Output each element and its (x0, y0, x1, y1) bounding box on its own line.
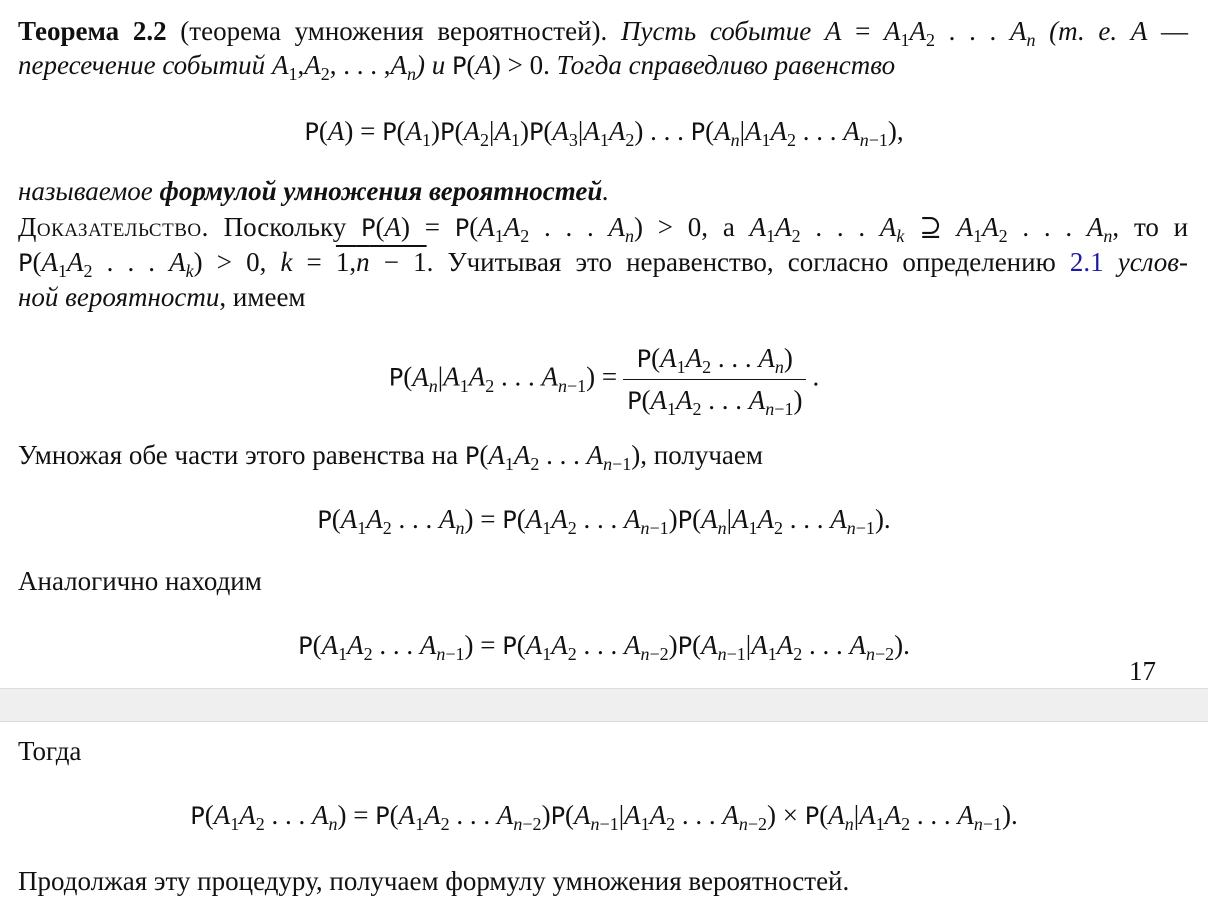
page-number: 17 (1129, 656, 1156, 686)
equation-conditional-probability: $P(A_n|A_1A_2$ . . . $A_{n-1}$) = $\frac{P(A_1A_2 . . . A_n)}{P(A_1A_2 . . . A_{n-1})}$ . (0, 340, 1208, 419)
proof-line-3 (18, 280, 1188, 314)
conditional-prob-1: услов- (1117, 247, 1189, 277)
then-text: Тогда (18, 736, 82, 766)
theorem-statement-3: пересечение событий (18, 50, 266, 80)
theorem-line-1: Теорема 2.2 (теорема умножения вероятностей). Пусть событие $A = A_1A_2$ . . . $A_n$ (т. е. A — (18, 16, 1189, 50)
equation-step-2: $P(A_1A_2$ . . . $A_{n-1}) = P(A_1A_2$ . . . $A_{n-2})P(A_{n-1}|A_1A_2$ . . . $A_{n-2}$). (298, 630, 910, 664)
theorem-title: Теорема 2.2 (18, 16, 167, 46)
continuing-line (18, 864, 1188, 898)
proof-since: Поскольку (223, 212, 347, 242)
formula-name-line: называемое формулой умножения вероятностей. (18, 176, 610, 206)
equation-multiplication-formula: $P(A) = P(A_1)P(A_2|A_1)P(A_3|A_1A_2)$ . . . $P(A_n|A_1A_2$ . . . $A_{n-1}$), (304, 116, 904, 150)
we-have: , имеем (219, 282, 306, 312)
continuing-text: Продолжая эту процедуру, получаем формулу умножения вероятностей. (18, 866, 850, 896)
we-get: , получаем (640, 440, 763, 470)
theorem-line-2: пересечение событий $A_1,A_2$, . . . $,A_n$) и P(A) > 0. Тогда справедливо равенство (18, 50, 896, 84)
conditional-prob-2: ной вероятности (18, 282, 220, 312)
proof-then-and: то и (1133, 212, 1189, 242)
definition-ref-link[interactable]: 2.1 (1069, 247, 1104, 277)
formula-name: формулой умножения вероятностей (159, 176, 603, 206)
similarly-line (18, 564, 1188, 598)
proof-label: Доказательство. (18, 212, 209, 242)
fraction: $\frac{P(A_1A_2 . . . A_n)}{P(A_1A_2 . . . A_{n-1})}$ (623, 340, 806, 419)
theorem-statement-4: и (431, 50, 446, 80)
called-text: называемое (18, 176, 153, 206)
page-separator (0, 688, 1208, 722)
document-page-18 (0, 722, 1208, 910)
similarly-text: Аналогично находим (18, 566, 262, 596)
theorem-statement-1: Пусть событие (620, 16, 812, 46)
proof-line-1: Доказательство. Поскольку $P(A) = P(A_1A_2$ . . . $A_n) > 0$, а $A_1A_2$ . . . $A_k$ ⊇ $A_1A_2$ . . . $A_n$, то и (18, 212, 1189, 246)
multiplying-text: Умножая обе части этого равенства на (18, 440, 459, 470)
theorem-statement-5: Тогда справедливо равенство (556, 50, 896, 80)
then-line (18, 734, 1188, 768)
proof-considering: Учитывая это неравенство, согласно определению (447, 247, 1056, 277)
equation-step-1: $P(A_1A_2$ . . . $A_n) = P(A_1A_2$ . . . $A_{n-1})P(A_n|A_1A_2$ . . . $A_{n-1}$). (317, 504, 891, 538)
theorem-subtitle: (теорема умножения вероятностей). (180, 16, 608, 46)
theorem-statement-2: (т. е. (1049, 16, 1118, 46)
multiplying-line: Умножая обе части этого равенства на $P(A_1A_2$ . . . $A_{n-1}$), получаем (18, 440, 763, 474)
equation-step-3: $P(A_1A_2$ . . . $A_n) = P(A_1A_2$ . . . $A_{n-2})P(A_{n-1}|A_1A_2$ . . . $A_{n-2}) \times P(A_n|A_1A_2$ . . . $A_{n-1}$). (190, 800, 1018, 834)
proof-and: а (722, 212, 735, 242)
proof-line-2: $P(A_1A_2$ . . . $A_k) > 0$, k = 1,n − 1. Учитывая это неравенство, согласно определению 2.1 услов- (18, 247, 1189, 281)
